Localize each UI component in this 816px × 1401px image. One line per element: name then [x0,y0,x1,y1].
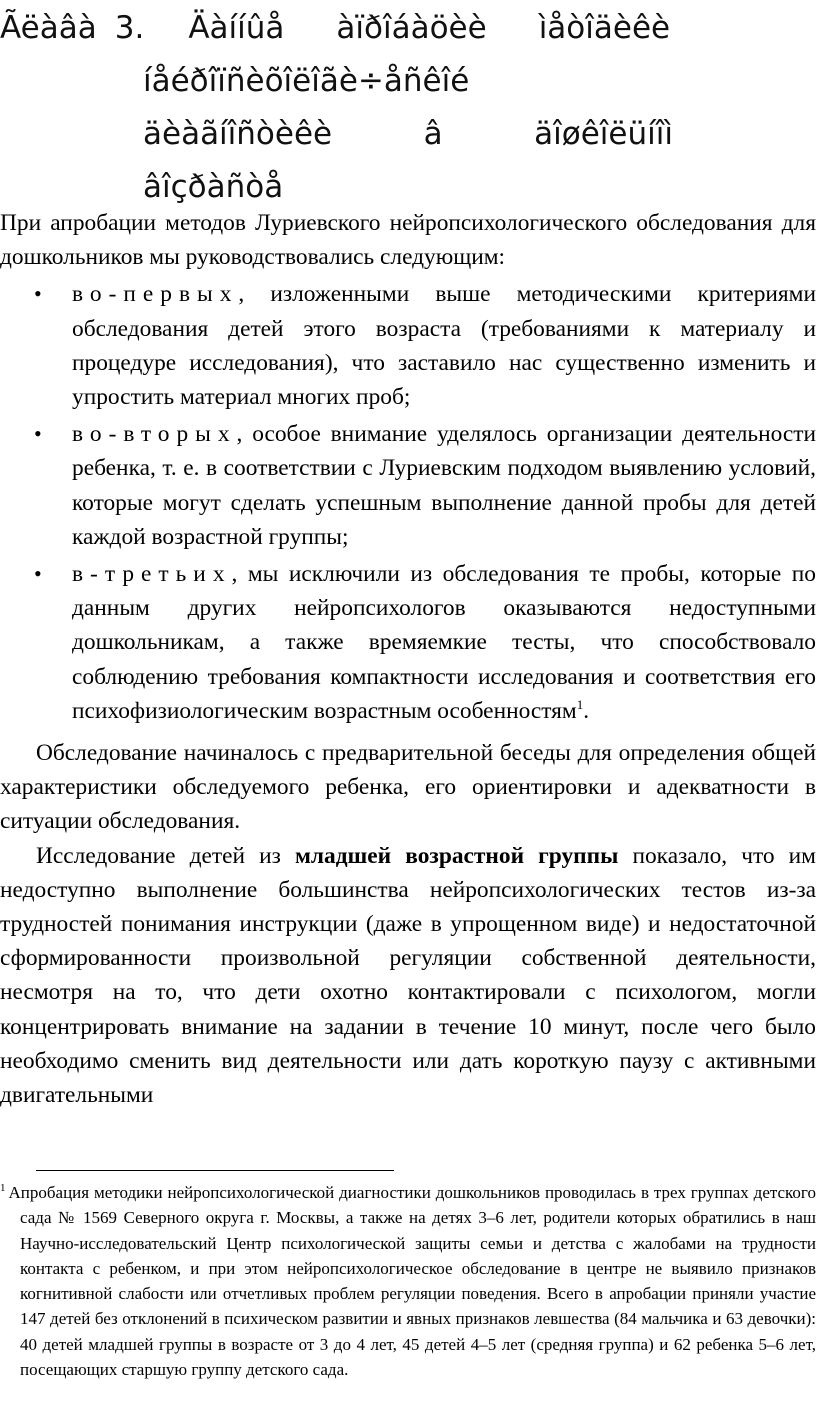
heading-word: äèàãíîñòèêè [143,116,333,152]
heading-line-2 [143,55,816,108]
bullet-dot-icon: • [34,421,42,447]
list-item-text: , изложенными выше методическими критериями обследования детей этого возраста (требованиями к материалу и процедуре исследования), что заставило нас существенно изменить и упростить материал многих проб; [72,281,816,411]
body-text [0,206,816,1112]
footnote-reference[interactable]: 1 [576,697,584,713]
bullet-dot-icon: • [34,561,42,587]
footnote-body [0,1180,816,1382]
criteria-list [0,277,816,728]
paragraph-text: Исследование детей из [36,842,295,869]
heading-word: àïðîáàöèè [336,10,487,46]
heading-word: äîøêîëüíîì [534,116,673,152]
footnote-text: Апробация методики нейропсихологической диагностики дошкольников проводилась в трех группах детского сада № 1569 Северного округа г. Москвы, а также на детях 3–6 лет, родители которых обратились в наш Научно-исследовательский Центр психологической защиты семьи и детства с жалобами на трудности контакта с ребенком, и при этом нейропсихологическое обследование в центре не выявило признаков когнитивной слабости или отчетливых проблем регуляции поведения. Всего в апробации приняли участие 147 детей без отклонений в психическом развитии и явных признаков левшества (84 мальчика и 63 девочки): 40 детей младшей группы в возрасте от 3 до 4 лет, 45 детей 4–5 лет (средняя группа) и 62 ребенка 5–6 лет, посещающих старшую группу детского сада. [8,1183,816,1380]
list-item-lead: во-вторых [72,421,237,448]
heading-chapter-label: Ãëàâà [0,10,97,46]
list-item [0,557,816,728]
heading-word: íåéðîïñèõîëîãè÷åñêîé [143,63,470,99]
paragraph-younger-group [0,839,816,1113]
heading-word: ìåòîäèêè [538,10,671,46]
list-item-text: , особое внимание уделялось организации деятельности ребенка, т. е. в соответствии с Луриевским подходом выявлению условий, которые могут сделать успешным выполнение данной пробы для детей каждой возрастной группы; [72,421,816,550]
list-item-end: . [583,697,590,724]
list-item [0,277,816,414]
list-item-text: , мы исключили из обследования те пробы, которые по данным других нейропсихологов оказываются недоступными дошкольникам, а также времяемкие тесты, что способствовало соблюдению требования компактности исследования и соответствия его психофизиологическим возрастным особенностям [72,561,816,724]
heading-line-1 [0,2,816,55]
bullet-dot-icon: • [34,281,42,307]
heading-chapter-number: 3. [114,10,145,46]
paragraph-text: показало, что им недоступно выполнение большинства нейропсихологических тестов из-за трудностей понимания инструкции (даже в упрощенном виде) и недостаточной сформированности произвольной регуляции собственной деятельности, несмотря на то, что дети охотно контактировали с психологом, могли концентрировать внимание на задании в течение 10 минут, после чего было необходимо сменить вид деятельности или дать короткую паузу с активными двигательными [0,842,816,1109]
paragraph-bold-term: младшей возрастной группы [294,842,619,869]
paragraph-examination: Обследование начиналось с предварительной беседы для определения общей характеристики обследуемого ребенка, его ориентировки и адекватности в ситуации обследования. [0,740,816,835]
footnote-separator [36,1170,394,1171]
heading-line-3 [143,108,673,161]
list-item-lead: в-третьих [72,561,232,588]
heading-word: âîçðàñòå [143,169,284,205]
chapter-heading [0,2,816,214]
intro-paragraph: При апробации методов Луриевского нейропсихологического обследования для дошкольников мы руководствовались следующим: [0,210,816,271]
footnote [0,1180,816,1382]
list-item-lead: во-первых [72,281,239,308]
footnote-mark: 1 [0,1182,6,1195]
heading-word: Äàííûå [188,10,285,46]
heading-word: â [423,116,443,152]
list-item [0,417,816,554]
